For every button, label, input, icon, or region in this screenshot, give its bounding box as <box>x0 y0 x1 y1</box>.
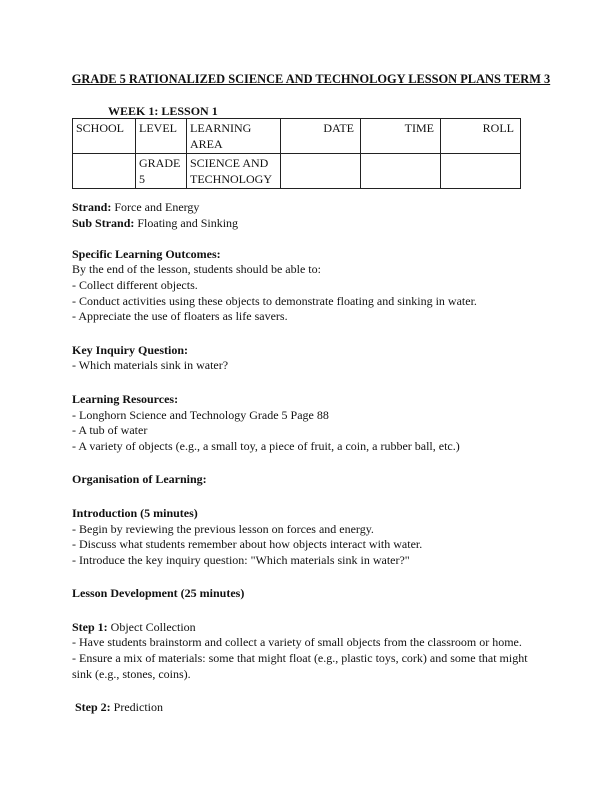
lesson-info-table <box>72 118 521 189</box>
sub-strand-value: Floating and Sinking <box>137 215 239 230</box>
cell-school <box>73 154 136 189</box>
introduction-heading: Introduction (5 minutes) <box>72 505 198 520</box>
organisation-heading: Organisation of Learning: <box>72 472 207 487</box>
list-item: - A tub of water <box>72 423 148 438</box>
outcomes-heading: Specific Learning Outcomes: <box>72 246 221 261</box>
cell-time <box>361 154 441 189</box>
cell-roll <box>441 154 521 189</box>
step1-label: Step 1: <box>72 619 108 634</box>
cell-learning-area: SCIENCE AND TECHNOLOGY <box>187 154 281 189</box>
step2-label: Step 2: <box>75 700 111 715</box>
inquiry-heading: Key Inquiry Question: <box>72 342 189 357</box>
header-date: DATE <box>281 119 361 154</box>
list-item: - Have students brainstorm and collect a variety of small objects from the classroom or home. <box>72 635 522 650</box>
strand-line <box>72 200 542 216</box>
header-level: LEVEL <box>136 119 187 154</box>
header-time: TIME <box>361 119 441 154</box>
header-school: SCHOOL <box>73 119 136 154</box>
outcomes-intro: By the end of the lesson, students should be able to: <box>72 262 321 277</box>
step2-value: Prediction <box>113 700 163 715</box>
header-learning-area: LEARNING AREA <box>187 119 281 154</box>
list-item: - Conduct activities using these objects to demonstrate floating and sinking in water. <box>72 293 477 308</box>
list-item: - Introduce the key inquiry question: "Which materials sink in water?" <box>72 552 410 567</box>
list-item: - A variety of objects (e.g., a small toy, a piece of fruit, a coin, a rubber ball, etc.) <box>72 438 460 453</box>
strand-value: Force and Energy <box>114 200 200 214</box>
list-item: - Longhorn Science and Technology Grade 5 Page 88 <box>72 407 329 422</box>
sub-strand-label: Sub Strand: <box>72 215 135 230</box>
list-item: - Discuss what students remember about how objects interact with water. <box>72 537 423 552</box>
step1-value: Object Collection <box>110 619 196 634</box>
cell-level: GRADE 5 <box>136 154 187 189</box>
lesson-content <box>72 200 542 716</box>
resources-heading: Learning Resources: <box>72 391 179 406</box>
sub-strand-line <box>72 216 542 232</box>
table-header-row <box>73 119 521 154</box>
strand-label: Strand: <box>72 200 112 214</box>
list-item: - Collect different objects. <box>72 277 198 292</box>
step2-line <box>72 700 542 716</box>
table-row <box>73 154 521 189</box>
list-item: - Ensure a mix of materials: some that might float (e.g., plastic toys, cork) and some that might sink (e.g., stones, coins). <box>72 651 528 681</box>
cell-date <box>281 154 361 189</box>
document-title: GRADE 5 RATIONALIZED SCIENCE AND TECHNOLOGY LESSON PLANS TERM 3 <box>71 72 551 86</box>
list-item: - Begin by reviewing the previous lesson on forces and energy. <box>72 521 374 536</box>
development-heading: Lesson Development (25 minutes) <box>72 586 245 601</box>
list-item: - Appreciate the use of floaters as life savers. <box>72 309 288 324</box>
list-item: - Which materials sink in water? <box>72 358 229 373</box>
step1-line <box>72 620 542 636</box>
week-label: WEEK 1: LESSON 1 <box>108 104 218 118</box>
header-roll: ROLL <box>441 119 521 154</box>
